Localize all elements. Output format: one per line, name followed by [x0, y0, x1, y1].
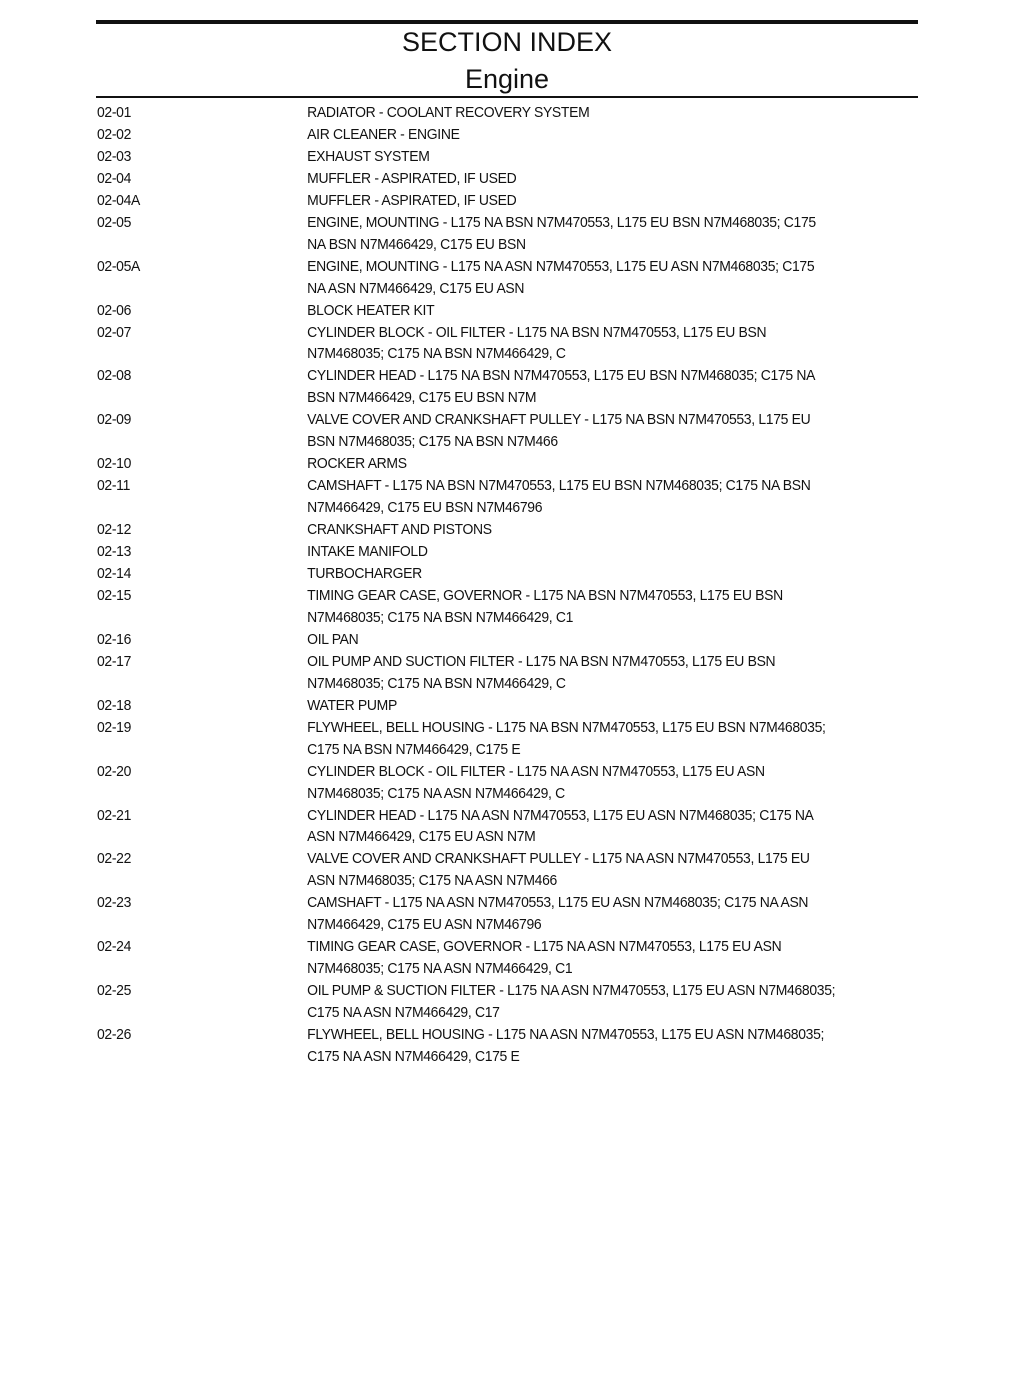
section-title: OIL PAN [307, 630, 359, 648]
section-index-list [97, 102, 917, 1068]
section-title: MUFFLER - ASPIRATED, IF USED [307, 191, 517, 209]
section-code: 02-20 [97, 762, 132, 780]
index-entry[interactable] [97, 1024, 860, 1068]
section-code: 02-01 [97, 104, 132, 121]
section-title: TIMING GEAR CASE, GOVERNOR - L175 NA BSN N7M470553, L175 EU BSN N7M468035; C175 NA BSN N7M466429, C1 [307, 586, 783, 626]
section-code: 02-17 [97, 652, 132, 670]
section-title: VALVE COVER AND CRANKSHAFT PULLEY - L175 NA BSN N7M470553, L175 EU BSN N7M468035; C175 NA BSN N7M466 [307, 411, 811, 451]
section-code: 02-19 [97, 718, 132, 736]
index-entry[interactable] [97, 168, 860, 190]
index-entry[interactable] [97, 805, 860, 849]
section-title: MUFFLER - ASPIRATED, IF USED [307, 169, 517, 187]
index-entry[interactable] [97, 848, 860, 892]
section-title: FLYWHEEL, BELL HOUSING - L175 NA BSN N7M470553, L175 EU BSN N7M468035; C175 NA BSN N7M466429, C175 E [307, 718, 826, 758]
index-entry[interactable] [97, 717, 860, 761]
section-title: TIMING GEAR CASE, GOVERNOR - L175 NA ASN N7M470553, L175 EU ASN N7M468035; C175 NA ASN N7M466429, C1 [307, 938, 782, 978]
section-code: 02-23 [97, 894, 132, 912]
section-code: 02-22 [97, 850, 132, 868]
section-title: ROCKER ARMS [307, 455, 407, 473]
section-title: ENGINE, MOUNTING - L175 NA ASN N7M470553, L175 EU ASN N7M468035; C175 NA ASN N7M466429, C175 EU ASN [307, 257, 815, 297]
section-code: 02-05 [97, 213, 132, 231]
section-title: CAMSHAFT - L175 NA BSN N7M470553, L175 EU BSN N7M468035; C175 NA BSN N7M466429, C175 EU BSN N7M46796 [307, 477, 811, 517]
section-code: 02-26 [97, 1026, 132, 1044]
section-title: CYLINDER HEAD - L175 NA BSN N7M470553, L175 EU BSN N7M468035; C175 NA BSN N7M466429, C175 EU BSN N7M [307, 367, 816, 407]
section-code: 02-13 [97, 543, 132, 561]
index-entry[interactable] [97, 519, 860, 541]
section-code: 02-04 [97, 169, 132, 187]
index-entry[interactable] [97, 761, 860, 805]
section-title: RADIATOR - COOLANT RECOVERY SYSTEM [307, 104, 590, 121]
section-code: 02-12 [97, 521, 132, 539]
top-rule [96, 20, 918, 24]
section-title: INTAKE MANIFOLD [307, 543, 428, 561]
index-entry[interactable] [97, 256, 860, 300]
section-code: 02-11 [97, 477, 131, 495]
index-entry[interactable] [97, 695, 860, 717]
index-entry[interactable] [97, 475, 860, 519]
index-entry[interactable] [97, 409, 860, 453]
section-title: TURBOCHARGER [307, 565, 422, 583]
section-code: 02-09 [97, 411, 132, 429]
section-title: CYLINDER BLOCK - OIL FILTER - L175 NA BSN N7M470553, L175 EU BSN N7M468035; C175 NA BSN N7M466429, C [307, 323, 767, 363]
section-title: CYLINDER HEAD - L175 NA ASN N7M470553, L175 EU ASN N7M468035; C175 NA ASN N7M466429, C175 EU ASN N7M [307, 806, 814, 846]
header-divider [96, 96, 918, 98]
page-title: SECTION INDEX [401, 27, 613, 57]
section-title: CYLINDER BLOCK - OIL FILTER - L175 NA ASN N7M470553, L175 EU ASN N7M468035; C175 NA ASN N7M466429, C [307, 762, 765, 802]
index-entry[interactable] [97, 124, 860, 146]
index-entry[interactable] [97, 190, 860, 212]
section-code: 02-15 [97, 586, 132, 604]
section-title: AIR CLEANER - ENGINE [307, 125, 460, 143]
section-title: VALVE COVER AND CRANKSHAFT PULLEY - L175 NA ASN N7M470553, L175 EU ASN N7M468035; C175 NA ASN N7M466 [307, 850, 810, 890]
section-title: CAMSHAFT - L175 NA ASN N7M470553, L175 EU ASN N7M468035; C175 NA ASN N7M466429, C175 EU ASN N7M46796 [307, 894, 809, 934]
index-entry[interactable] [97, 212, 860, 256]
section-title: CRANKSHAFT AND PISTONS [307, 521, 492, 539]
index-entry[interactable] [97, 585, 860, 629]
section-code: 02-10 [97, 455, 132, 473]
index-entry[interactable] [97, 300, 860, 322]
section-code: 02-08 [97, 367, 132, 385]
section-title: FLYWHEEL, BELL HOUSING - L175 NA ASN N7M470553, L175 EU ASN N7M468035; C175 NA ASN N7M466429, C175 E [307, 1026, 825, 1065]
section-title: WATER PUMP [307, 696, 397, 714]
section-code: 02-03 [97, 147, 132, 165]
section-code: 02-21 [97, 806, 132, 824]
section-code: 02-18 [97, 696, 132, 714]
section-code: 02-16 [97, 630, 132, 648]
section-code: 02-05A [97, 257, 141, 275]
index-entry[interactable] [97, 102, 860, 124]
index-entry[interactable] [97, 629, 860, 651]
section-code: 02-07 [97, 323, 132, 341]
section-title: EXHAUST SYSTEM [307, 147, 430, 165]
index-entry[interactable] [97, 892, 860, 936]
section-code: 02-04A [97, 191, 141, 209]
index-entry[interactable] [97, 541, 860, 563]
index-entry[interactable] [97, 563, 860, 585]
section-code: 02-14 [97, 565, 132, 583]
section-subtitle: Engine [464, 64, 550, 94]
index-entry[interactable] [97, 453, 860, 475]
index-entry[interactable] [97, 980, 860, 1024]
section-title: OIL PUMP & SUCTION FILTER - L175 NA ASN N7M470553, L175 EU ASN N7M468035; C175 NA ASN N7M466429, C17 [307, 982, 836, 1022]
section-code: 02-02 [97, 125, 132, 143]
section-code: 02-25 [97, 982, 132, 1000]
section-title: OIL PUMP AND SUCTION FILTER - L175 NA BSN N7M470553, L175 EU BSN N7M468035; C175 NA BSN N7M466429, C [307, 652, 776, 692]
section-code: 02-06 [97, 301, 132, 319]
index-entry[interactable] [97, 365, 860, 409]
index-entry[interactable] [97, 146, 860, 168]
section-title: ENGINE, MOUNTING - L175 NA BSN N7M470553, L175 EU BSN N7M468035; C175 NA BSN N7M466429, C175 EU BSN [307, 213, 816, 253]
section-code: 02-24 [97, 938, 132, 956]
index-entry[interactable] [97, 651, 860, 695]
index-entry[interactable] [97, 936, 860, 980]
section-title: BLOCK HEATER KIT [307, 301, 435, 319]
index-entry[interactable] [97, 322, 860, 366]
